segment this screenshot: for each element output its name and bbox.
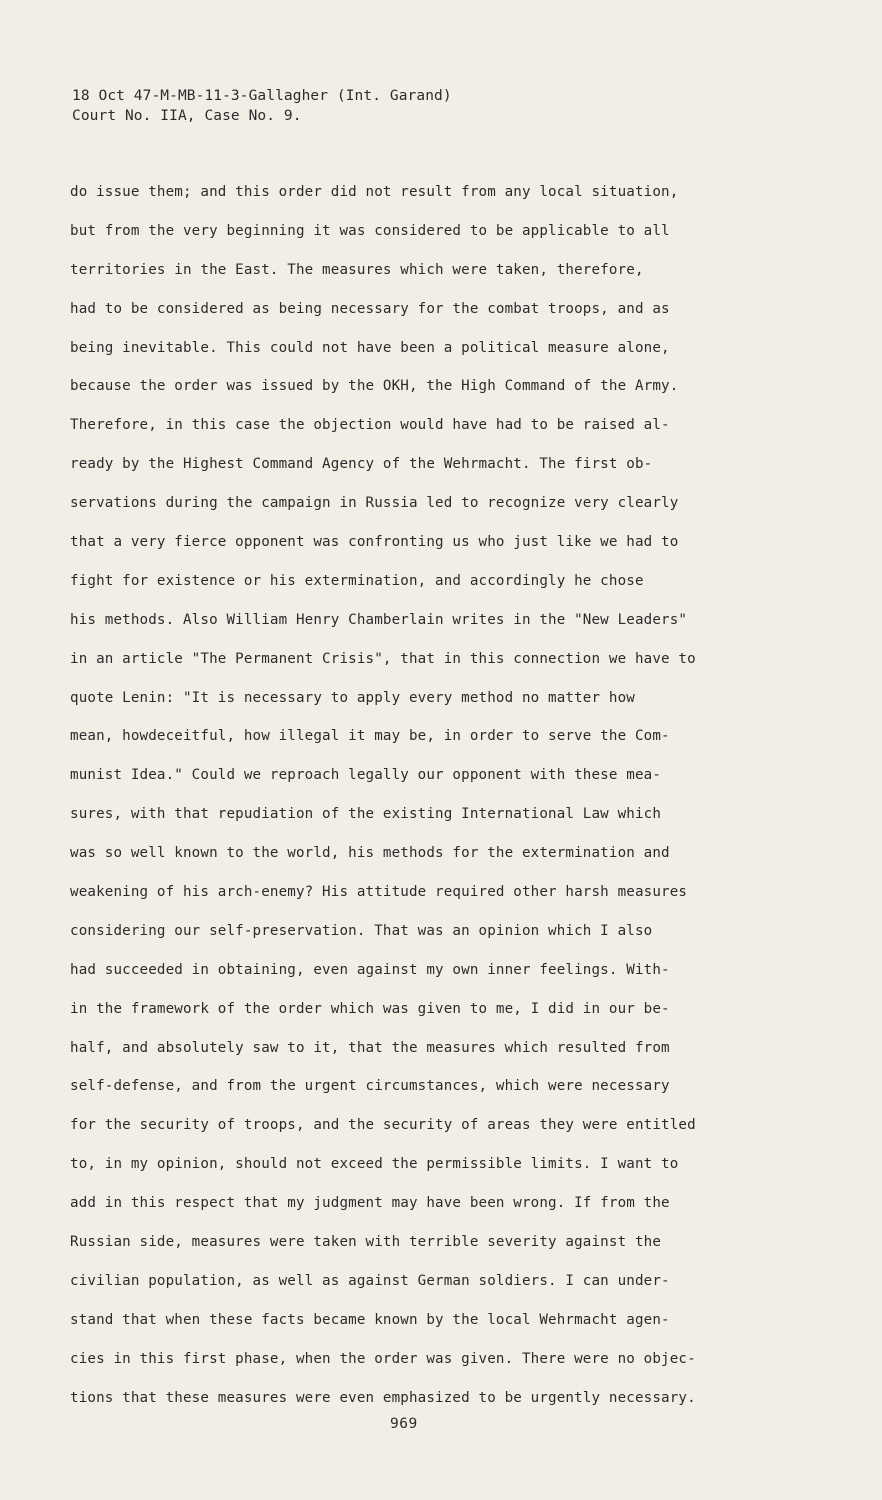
body-line: weakening of his arch-enemy? His attitude required other harsh measures <box>70 884 688 901</box>
body-line: Russian side, measures were taken with terrible severity against the <box>70 1234 662 1251</box>
body-line: had succeeded in obtaining, even against my own inner feelings. With- <box>70 961 670 978</box>
body-line: do issue them; and this order did not result from any local situation, <box>70 184 679 200</box>
header-line-2: Court No. IIA, Case No. 9. <box>72 108 302 124</box>
body-line: because the order was issued by the OKH, the High Command of the Army. <box>70 378 679 395</box>
body-line: mean, howdeceitful, how illegal it may be, in order to serve the Com- <box>70 728 670 745</box>
header-line-1: 18 Oct 47-M-MB-11-3-Gallagher (Int. Garand) <box>72 88 452 104</box>
body-line: stand that when these facts became known by the local Wehrmacht agen- <box>70 1311 670 1328</box>
body-line: add in this respect that my judgment may have been wrong. If from the <box>70 1195 670 1212</box>
body-line: his methods. Also William Henry Chamberlain writes in the "New Leaders" <box>70 611 688 628</box>
body-line: self-defense, and from the urgent circumstances, which were necessary <box>70 1078 670 1095</box>
body-line: considering our self-preservation. That was an opinion which I also <box>70 922 653 939</box>
body-line: half, and absolutely saw to it, that the measures which resulted from <box>70 1039 670 1056</box>
body-line: quote Lenin: "It is necessary to apply every method no matter how <box>70 689 635 706</box>
body-line: sures, with that repudiation of the existing International Law which <box>70 806 662 823</box>
body-line: cies in this first phase, when the order was given. There were no objec- <box>70 1350 696 1367</box>
body-line: in an article "The Permanent Crisis", that in this connection we have to <box>70 650 696 667</box>
body-line: for the security of troops, and the security of areas they were entitled <box>70 1117 696 1134</box>
document-header <box>72 86 452 126</box>
body-line: being inevitable. This could not have been a political measure alone, <box>70 339 670 356</box>
body-line: ready by the Highest Command Agency of the Wehrmacht. The first ob- <box>70 456 653 473</box>
body-line: civilian population, as well as against German soldiers. I can under- <box>70 1272 670 1289</box>
body-line: was so well known to the world, his methods for the extermination and <box>70 845 670 862</box>
body-line: servations during the campaign in Russia led to recognize very clearly <box>70 495 679 512</box>
body-line: had to be considered as being necessary for the combat troops, and as <box>70 300 670 317</box>
body-line: munist Idea." Could we reproach legally our opponent with these mea- <box>70 767 662 784</box>
body-line: Therefore, in this case the objection would have had to be raised al- <box>70 417 670 434</box>
body-line: territories in the East. The measures which were taken, therefore, <box>70 261 644 278</box>
body-text <box>70 182 770 1427</box>
page-number: 969 <box>390 1416 418 1432</box>
body-line: but from the very beginning it was considered to be applicable to all <box>70 222 670 239</box>
body-line: tions that these measures were even emphasized to be urgently necessary. <box>70 1389 696 1406</box>
body-line: that a very fierce opponent was confronting us who just like we had to <box>70 534 679 551</box>
body-line: fight for existence or his extermination, and accordingly he chose <box>70 572 644 589</box>
body-line: in the framework of the order which was given to me, I did in our be- <box>70 1000 670 1017</box>
body-line: to, in my opinion, should not exceed the permissible limits. I want to <box>70 1156 679 1173</box>
